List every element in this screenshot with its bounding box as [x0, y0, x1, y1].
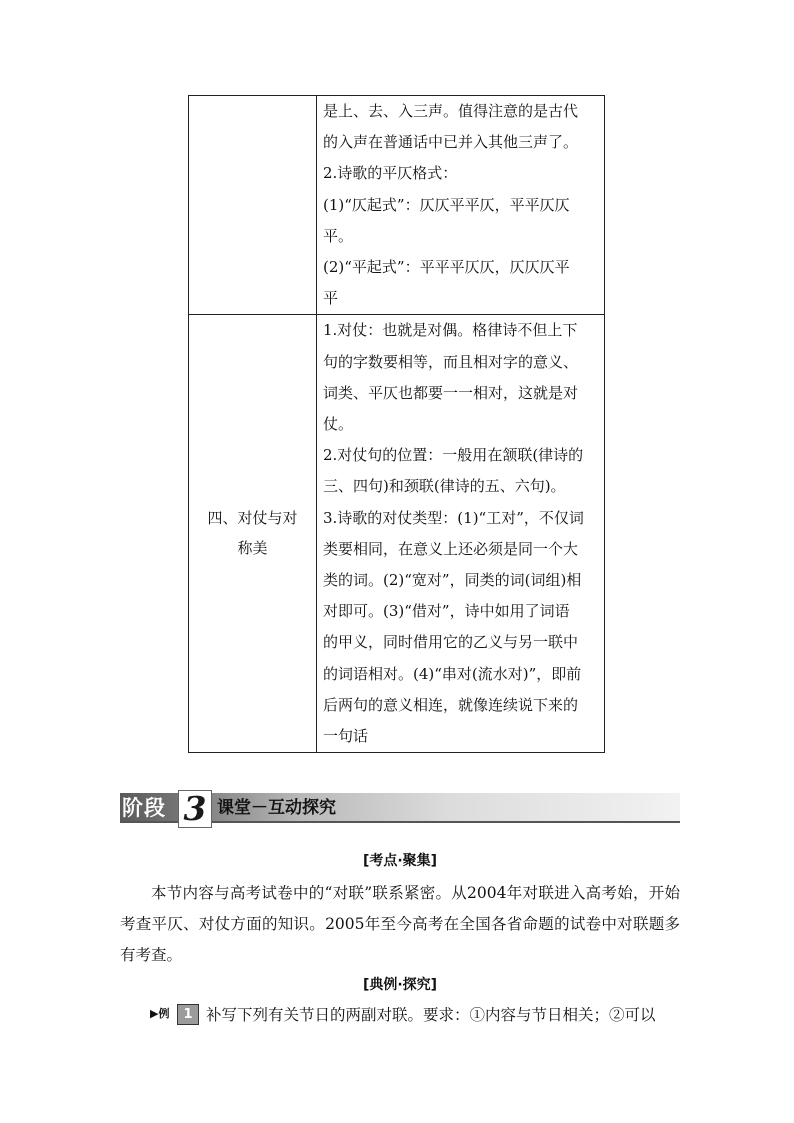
content-line: 的甲义，同时借用它的乙义与另一联中	[323, 633, 579, 652]
content-line: 1.对仗：也就是对偶。格律诗不但上下	[323, 321, 578, 340]
content-line: 平	[323, 289, 339, 308]
example-number-badge: 1	[177, 1004, 199, 1025]
topic-cell	[189, 315, 317, 753]
content-line: 类的词。(2)“宽对”，同类的词(词组)相	[323, 571, 582, 590]
content-line: 平。	[323, 226, 354, 245]
content-line: (2)“平起式”：平平平仄仄，仄仄仄平	[323, 258, 570, 277]
knowledge-table	[188, 95, 605, 753]
example-tag: ▶例	[150, 1007, 170, 1020]
content-cell	[317, 96, 605, 315]
content-line: 对即可。(3)“借对”，诗中如用了词语	[323, 602, 570, 621]
example-row	[150, 1002, 680, 1028]
kaodian-heading: [考点·聚集]	[362, 853, 438, 869]
banner-phase-label: 阶段	[122, 796, 166, 820]
content-line: 三、四句)和颈联(律诗的五、六句)。	[323, 477, 566, 496]
content-line: 的入声在普通话中已并入其他三声了。	[323, 133, 579, 152]
content-line: 的词语相对。(4)“串对(流水对)”，即前	[323, 664, 582, 683]
banner-title: 课堂－互动探究	[217, 798, 336, 818]
content-line: 3.诗歌的对仗类型：(1)“工对”，不仅词	[323, 508, 584, 527]
content-line: 句的字数要相等，而且相对字的意义、	[323, 352, 579, 371]
dianli-heading: [典例·探究]	[362, 977, 438, 993]
content-line: 词类、平仄也都要一一相对，这就是对	[323, 383, 579, 402]
example-question-text: 补写下列有关节日的两副对联。要求：①内容与节日相关；②可以	[206, 1006, 656, 1024]
content-line: 类要相同，在意义上还必须是同一个大	[323, 539, 579, 558]
content-line: (1)“仄起式”：仄仄平平仄，平平仄仄	[323, 195, 570, 214]
topic-cell-empty	[189, 96, 317, 315]
content-line: 2.诗歌的平仄格式：	[323, 164, 458, 183]
table-row	[189, 96, 605, 315]
content-line: 是上、去、入三声。值得注意的是古代	[323, 102, 579, 120]
banner-phase-number: 3	[178, 790, 212, 828]
content-line: 一句话	[323, 727, 369, 746]
topic-text: 四、对仗与对称美	[207, 509, 298, 558]
content-cell	[317, 315, 605, 753]
table-row	[189, 315, 605, 753]
kaodian-paragraph: 本节内容与高考试卷中的“对联”联系紧密。从2004年对联进入高考始，开始考查平仄、对仗方面的知识。2005年至今高考在全国各省命题的试卷中对联题多有考查。	[120, 884, 680, 964]
content-line: 后两句的意义相连，就像连续说下来的	[323, 695, 579, 714]
content-line: 仗。	[323, 415, 354, 434]
content-line: 2.对仗句的位置：一般用在颔联(律诗的	[323, 446, 584, 465]
